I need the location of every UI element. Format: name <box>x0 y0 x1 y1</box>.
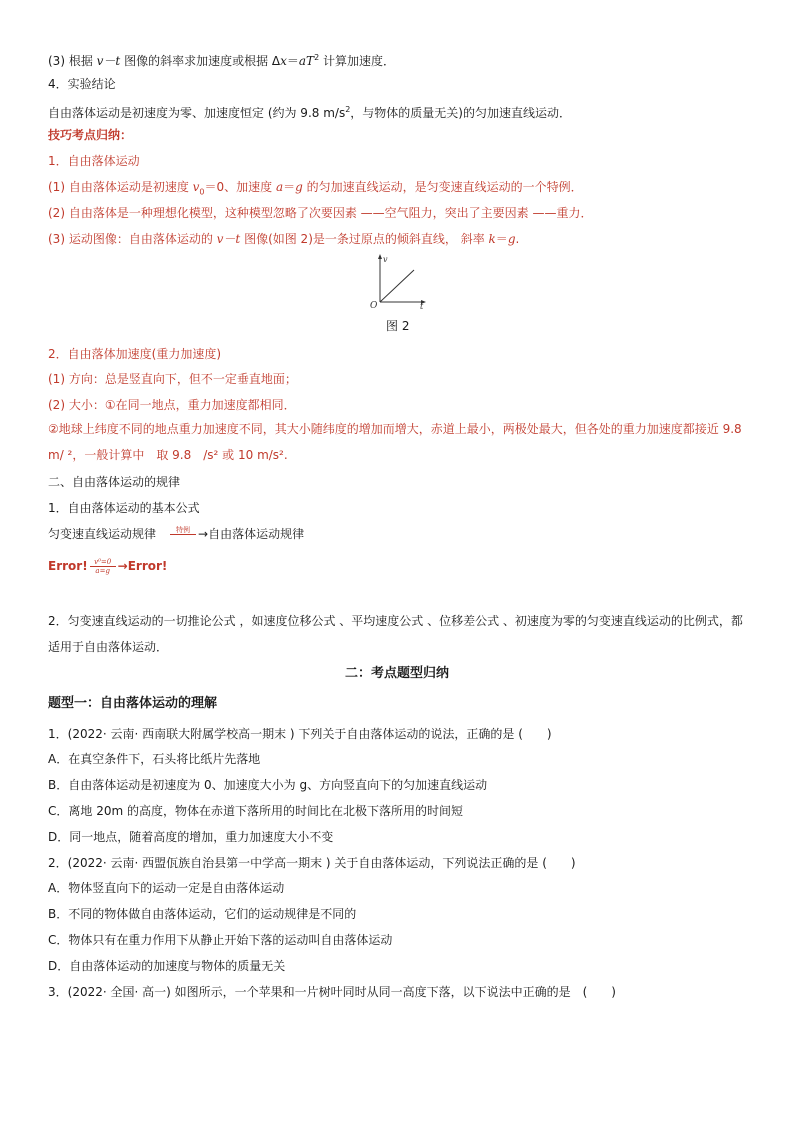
section-heading: 1．自由落体运动的基本公式 <box>48 501 200 515</box>
arrow-label: $\frac{\text{v⁰=0}}{a=g}$ <box>90 558 116 575</box>
text-line: (3) 运动图像：自由落体运动的 v－t 图像(如图 2)是一条过原点的倾斜直线， 斜率 k＝g. <box>48 232 520 246</box>
text-line: (1) 方向：总是竖直向下，但不一定垂直地面； <box>48 372 297 386</box>
error-formula-line: Error! $\frac{\text{v⁰=0}}{a=g}$ →Error! <box>48 558 168 575</box>
question-type-heading: 题型一：自由落体运动的理解 <box>48 696 218 711</box>
text-line: (2) 自由落体是一种理想化模型，这种模型忽略了次要因素 ——空气阻力，突出了主要因素 ——重力． <box>48 206 593 220</box>
figure-caption: 图 2 <box>386 319 410 333</box>
section-heading: 二、自由落体运动的规律 <box>48 475 181 489</box>
option: B．不同的物体做自由落体运动，它们的运动规律是不同的 <box>48 907 357 921</box>
question: 1．(2022· 云南· 西南联大附属学校高一期末 ) 下列关于自由落体运动的说法，正确的是 ( ) <box>48 727 552 741</box>
v-axis-arrow <box>378 254 382 259</box>
text-paragraph: ②地球上纬度不同的地点重力加速度不同，其大小随纬度的增加而增大，赤道上最小，两极处最大，但各处的重力加速度都接近 9.8 m/ ²，一般计算中 取 9.8 /s² 或 10 m/s². <box>48 422 742 462</box>
section-heading: 1．自由落体运动 <box>48 154 140 168</box>
section-title: 二：考点题型归纳 <box>344 666 449 681</box>
option: D．同一地点，随着高度的增加，重力加速度大小不变 <box>48 830 334 844</box>
text-line: (3) 根据 v－t 图像的斜率求加速度或根据 $\Delta x=aT^2$ 计算加速度． <box>48 53 395 68</box>
vt-graph-figure <box>364 252 434 310</box>
question: 2．(2022· 云南· 西盟佤族自治县第一中学高一期末 ) 关于自由落体运动，下列说法正确的是 ( ) <box>48 856 576 870</box>
option: C．离地 20m 的高度，物体在赤道下落所用的时间比在北极下落所用的时间短 <box>48 804 463 818</box>
text-line: 自由落体运动是初速度为零、加速度恒定 (约为 9.8 $m/s^2$，与物体的质量无关)的匀加速直线运动． <box>48 105 571 120</box>
graph-line <box>380 270 414 302</box>
section-heading: 2．自由落体加速度(重力加速度) <box>48 347 221 361</box>
option: D．自由落体运动的加速度与物体的质量无关 <box>48 959 286 973</box>
question: 3．(2022· 全国· 高一) 如图所示，一个苹果和一片树叶同时从同一高度下落，以下说法中正确的是 ( ) <box>48 985 616 999</box>
option: B．自由落体运动是初速度为 0、加速度大小为 g、方向竖直向下的匀加速直线运动 <box>48 778 488 792</box>
arrow-label: 特例 <box>170 526 196 543</box>
formula-line: 匀变速直线运动规律 特例 →自由落体运动规律 <box>48 526 305 541</box>
section-heading: 4．实验结论 <box>48 77 116 91</box>
origin-label: O <box>370 301 378 310</box>
option: C．物体只有在重力作用下从静止开始下落的运动叫自由落体运动 <box>48 933 393 947</box>
text-paragraph: 2．匀变速直线运动的一切推论公式 ，如速度位移公式 、平均速度公式 、位移差公式 、初速度为零的匀变速直线运动的比例式，都适用于自由落体运动． <box>48 614 743 654</box>
t-axis-label: t <box>420 302 424 310</box>
option: A．在真空条件下，石头将比纸片先落地 <box>48 752 261 766</box>
section-heading: 技巧考点归纳： <box>48 128 133 142</box>
option: A．物体竖直向下的运动一定是自由落体运动 <box>48 881 285 895</box>
text-line: (2) 大小：①在同一地点，重力加速度都相同． <box>48 398 296 412</box>
v-axis-label: v <box>383 255 388 264</box>
text-line: (1) 自由落体运动是初速度 $v_0=0$、加速度 a＝g 的匀加速直线运动，是匀变速直线运动的一个特例． <box>48 180 583 197</box>
